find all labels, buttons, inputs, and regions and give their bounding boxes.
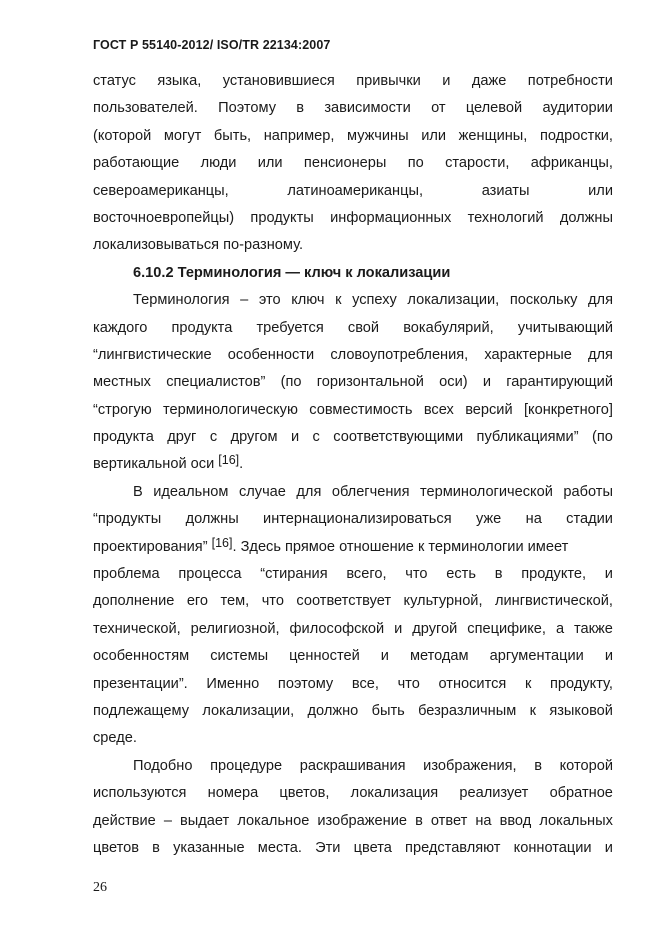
word: уже — [475, 511, 502, 528]
word: цветов — [93, 839, 139, 856]
word: подлежащему — [93, 702, 190, 719]
word: особенностям — [93, 648, 190, 665]
text-line — [93, 561, 613, 588]
word: на — [475, 812, 492, 829]
word: характерные — [484, 346, 572, 363]
word: облегчения — [331, 483, 410, 500]
text-line — [93, 397, 613, 424]
word: безразличным — [418, 702, 517, 719]
citation-ref: [16] — [211, 535, 233, 550]
word: могут — [163, 127, 202, 144]
line-text: проектирования” — [93, 538, 208, 555]
word: по — [407, 155, 424, 172]
word: пенсионеры — [303, 155, 387, 172]
word: всего, — [346, 566, 387, 583]
word: ключ — [291, 292, 325, 309]
word: Поэтому — [218, 100, 276, 117]
word: например, — [263, 127, 335, 144]
word: “продукты — [93, 511, 162, 528]
word: ввод — [499, 812, 532, 829]
word: для — [588, 346, 613, 363]
word: культурной, — [403, 593, 483, 610]
word: мужчины — [347, 127, 409, 144]
word: используются — [93, 785, 187, 802]
word: африканцы, — [530, 155, 613, 172]
text-line — [93, 451, 613, 478]
word: случае — [238, 483, 286, 500]
text-line — [93, 643, 613, 670]
word: свой — [347, 319, 380, 336]
word: реализует — [459, 785, 529, 802]
page-number: 26 — [93, 880, 107, 895]
word: “лингвистические — [93, 346, 212, 363]
text-line — [93, 68, 613, 95]
word: [конкретного] — [524, 401, 613, 418]
word: презентации”. — [93, 675, 188, 692]
word: изображение — [317, 812, 407, 829]
word: Терминология — [133, 292, 230, 309]
word: другом — [230, 429, 278, 446]
word: публикациями” — [476, 429, 579, 446]
word: номера — [207, 785, 259, 802]
word: представляют — [405, 839, 501, 856]
word: что — [261, 593, 284, 610]
word: аргументации — [489, 648, 584, 665]
word: Подобно — [133, 757, 193, 774]
word: каждого — [93, 319, 148, 336]
text-line — [93, 287, 613, 314]
text-line — [93, 342, 613, 369]
word: аудитории — [542, 100, 613, 117]
word: пользователей. — [93, 100, 198, 117]
word: дополнение — [93, 593, 175, 610]
text-line — [93, 506, 613, 533]
word: В — [133, 483, 143, 500]
document-header: ГОСТ Р 55140-2012/ ISO/TR 22134:2007 — [93, 38, 331, 52]
text-line — [93, 588, 613, 615]
word: на — [525, 511, 542, 528]
word: оси) — [439, 374, 468, 391]
heading-text: 6.10.2 Терминология — ключ к локализации — [133, 264, 451, 281]
word: всех — [423, 401, 454, 418]
word: локализации, — [202, 702, 295, 719]
word: ценностей — [289, 648, 360, 665]
word: информационных — [330, 209, 452, 226]
word: которой — [559, 757, 613, 774]
word: продукту, — [550, 675, 613, 692]
line-text: вертикальной оси — [93, 456, 215, 473]
word: и — [442, 73, 451, 89]
word: должны — [559, 209, 613, 226]
text-line — [93, 479, 613, 506]
word: старости, — [445, 155, 510, 172]
word: терминологическую — [163, 401, 298, 418]
word: языковой — [549, 702, 613, 719]
word: выдает — [180, 812, 230, 829]
word: цвета — [353, 839, 392, 856]
word: продукте, — [521, 566, 587, 583]
word: интернационализироваться — [263, 511, 452, 528]
word: языка, — [157, 73, 202, 89]
word: целевой — [465, 100, 523, 117]
word: статус — [93, 73, 136, 89]
word: установившиеся — [222, 73, 335, 89]
text-line — [93, 178, 613, 205]
word: требуется — [256, 319, 324, 336]
word: с — [209, 429, 218, 446]
line-text: среде. — [93, 730, 137, 747]
text-line — [93, 808, 613, 835]
document-body — [93, 68, 613, 862]
word: к — [529, 702, 536, 719]
word: вокабулярий, — [403, 319, 494, 336]
word: продукта — [171, 319, 233, 336]
word: есть — [446, 566, 476, 583]
word: латиноамериканцы, — [287, 182, 424, 199]
word: в — [415, 812, 423, 829]
text-line — [93, 232, 613, 259]
word: к — [335, 292, 342, 309]
word: работы — [563, 483, 613, 500]
word: друг — [167, 429, 197, 446]
word: и — [604, 648, 613, 665]
word: и — [290, 429, 300, 446]
word: философской — [289, 620, 385, 637]
word: даже — [471, 73, 507, 89]
word: к — [524, 675, 532, 692]
line-text: Здесь прямое отношение к терминологии имеет — [240, 538, 569, 555]
word: должно — [307, 702, 359, 719]
text-line — [93, 671, 613, 698]
word: успеху — [352, 292, 397, 309]
word: “строгую — [93, 401, 152, 418]
text-line — [93, 698, 613, 725]
word: цветов, — [279, 785, 330, 802]
word: в — [534, 757, 542, 774]
word: относится — [438, 675, 507, 692]
word: локализация — [350, 785, 439, 802]
word: изображения, — [423, 757, 517, 774]
word: технической, — [93, 620, 181, 637]
word: привычки — [356, 73, 421, 89]
word: действие — [93, 812, 156, 829]
word: места. — [257, 839, 302, 856]
text-line — [93, 123, 613, 150]
word: (по — [592, 429, 613, 446]
word: зависимости — [324, 100, 411, 117]
word: специфике, — [467, 620, 546, 637]
word: должны — [185, 511, 239, 528]
word: поскольку — [509, 292, 578, 309]
text-line — [93, 725, 613, 752]
word: (которой — [93, 127, 152, 144]
word: локальных — [539, 812, 613, 829]
word: системы — [210, 648, 269, 665]
text-line — [93, 835, 613, 862]
text-line — [93, 95, 613, 122]
word: или — [257, 155, 283, 172]
word: в — [152, 839, 160, 856]
word: и — [394, 620, 403, 637]
word: с — [312, 429, 320, 446]
word: для — [588, 292, 613, 309]
word: гарантирующий — [506, 374, 613, 391]
word: в — [494, 566, 503, 583]
text-line — [93, 315, 613, 342]
word: проблема — [93, 566, 160, 583]
word: идеальном — [153, 483, 229, 500]
word: североамериканцы, — [93, 182, 229, 199]
word: Именно — [206, 675, 260, 692]
word: быть, — [213, 127, 252, 144]
word: восточноевропейцы) — [93, 209, 235, 226]
word: терминологической — [419, 483, 553, 500]
word: другой — [412, 620, 458, 637]
word: коннотации — [513, 839, 592, 856]
word: все, — [351, 675, 379, 692]
citation-punct: . — [239, 456, 244, 473]
word: тем, — [220, 593, 250, 610]
word: специалистов” — [166, 374, 266, 391]
citation-punct: . — [232, 538, 237, 555]
word: версий — [465, 401, 513, 418]
word: раскрашивания — [299, 757, 406, 774]
word: ответ — [430, 812, 468, 829]
word: “стирания — [260, 566, 328, 583]
word: горизонтальной — [316, 374, 424, 391]
word: религиозной, — [190, 620, 280, 637]
word: местных — [93, 374, 151, 391]
word: его — [186, 593, 209, 610]
line-text: локализовываться по-разному. — [93, 237, 303, 254]
word: соответствует — [296, 593, 392, 610]
word: процесса — [178, 566, 242, 583]
word: также — [574, 620, 613, 637]
word: соответствующими — [333, 429, 464, 446]
word: что — [397, 675, 420, 692]
text-line — [93, 369, 613, 396]
word: методам — [409, 648, 469, 665]
word: технологий — [467, 209, 544, 226]
text-line — [93, 616, 613, 643]
word: и — [482, 374, 491, 391]
word: процедуре — [210, 757, 283, 774]
word: локальное — [237, 812, 310, 829]
word: или — [588, 182, 613, 199]
word: словоупотребления, — [330, 346, 469, 363]
word: от — [431, 100, 446, 117]
word: совместимость — [309, 401, 413, 418]
word: или — [421, 127, 447, 144]
word: (по — [280, 374, 302, 391]
text-line — [93, 780, 613, 807]
word: стадии — [566, 511, 613, 528]
word: а — [555, 620, 565, 637]
word: локализации, — [407, 292, 500, 309]
word: поэтому — [277, 675, 334, 692]
word: указанные — [173, 839, 245, 856]
text-line — [93, 753, 613, 780]
word: и — [380, 648, 389, 665]
word: учитывающий — [517, 319, 613, 336]
word: – — [163, 812, 172, 829]
word: подростки, — [539, 127, 613, 144]
text-line — [93, 424, 613, 451]
text-line — [93, 534, 613, 561]
word: продукты — [250, 209, 314, 226]
word: для — [296, 483, 322, 500]
word: – — [240, 292, 249, 309]
word: и — [604, 839, 613, 856]
word: особенности — [227, 346, 315, 363]
word: обратное — [549, 785, 613, 802]
word: люди — [200, 155, 237, 172]
word: азиаты — [481, 182, 530, 199]
word: продукта — [93, 429, 154, 446]
word: это — [258, 292, 281, 309]
section-heading — [93, 260, 613, 287]
word: женщины, — [458, 127, 528, 144]
text-line — [93, 205, 613, 232]
citation-ref: [16] — [218, 453, 240, 468]
word: работающие — [93, 155, 180, 172]
word: что — [405, 566, 428, 583]
text-line — [93, 150, 613, 177]
word: и — [604, 566, 613, 583]
word: Эти — [315, 839, 341, 856]
word: в — [296, 100, 305, 117]
word: быть — [371, 702, 405, 719]
word: потребности — [527, 73, 613, 89]
word: лингвистической, — [494, 593, 613, 610]
